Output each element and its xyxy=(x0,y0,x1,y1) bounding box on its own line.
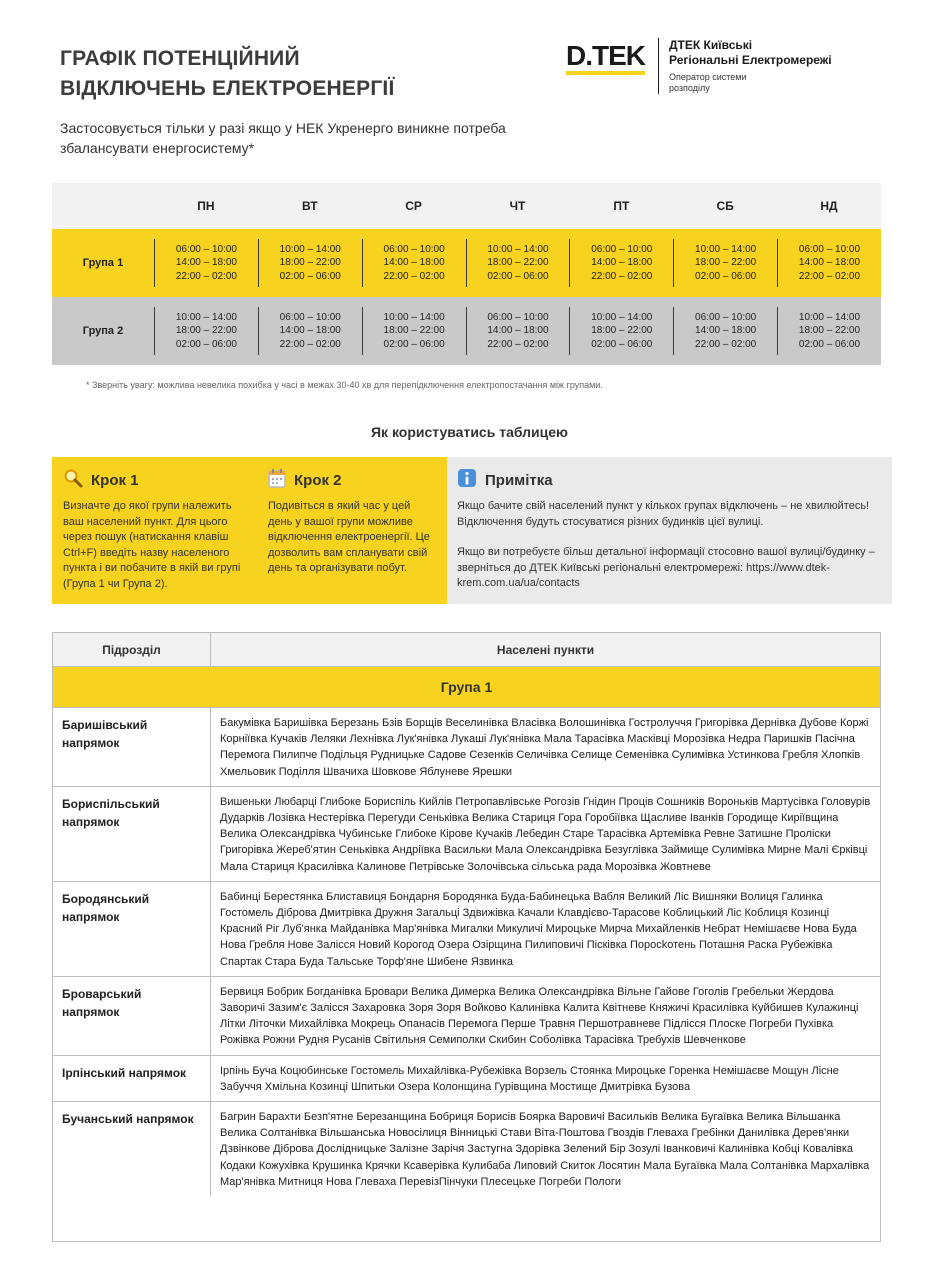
note-paragraph-2: Якщо ви потребуєте більш детальної інформації стосовно вашої вулиці/будинку – зверніться до ДТЕК Київські регіональні електромережі: https://www.dtek-krem.com.ua/ua/contacts xyxy=(457,546,875,589)
division-name: Бородянський напрямок xyxy=(53,882,211,976)
time-cell: 06:00 – 10:00 14:00 – 18:00 22:00 – 02:00 xyxy=(673,307,777,355)
time-cell: 06:00 – 10:00 14:00 – 18:00 22:00 – 02:00 xyxy=(569,239,673,287)
time-cell: 10:00 – 14:00 18:00 – 22:00 02:00 – 06:00 xyxy=(154,307,258,355)
schedule-notice: * Зверніть увагу: можлива невелика похибка у часі в межах 30-40 хв для перепідключення електропостачання між групами. xyxy=(86,380,603,390)
time-cell: 06:00 – 10:00 14:00 – 18:00 22:00 – 02:00 xyxy=(362,239,466,287)
howto-panel xyxy=(52,457,892,604)
day-thu: ЧТ xyxy=(509,199,526,213)
schedule-row-group-1 xyxy=(52,229,881,297)
info-icon xyxy=(457,468,477,493)
step-1-body: Визначте до якої групи належить ваш населений пункт. Для цього через пошук (натискання клавіш Ctrl+F) введіть назву населеного пункта і ви побачите в якій ви групі (Група 1 чи Група 2). xyxy=(63,500,241,590)
logo-line-2: Регіональні Електромережі xyxy=(669,53,832,67)
step-2-body: Подивіться в який час у цей день у вашої групи можливе відключення електроенергії. Це дозволить вам спланувати свій день та організувати побут. xyxy=(268,500,430,574)
day-tue: ВТ xyxy=(301,199,318,213)
places-list: Вишеньки Любарці Глибоке Бориспіль Кийлів Петропавлівське Рогозів Гнідин Проців Сошників Вороньків Мартусівка Головурів Дударків Лозівка Нестерівка Перегуди Сеньківка Велика Стариця Гора Горобіївка Щасливе Іванків Городище Киріївщина Велика Олександрівка Чубинське Глибоке Кірове Кучаків Лебедин Старе Тарасівка Артемівка Ревне Затишне Проліски Григорівка Жереб'ятин Сеньківка Андріївка Васильки Мала Олександрівка Безуглівка Займище Сулимівка Мирне Малі Єрківці Мала Стариця Красилівка Калинове Петрівське Золочівська сільська рада Морозівка Жовтневе xyxy=(220,795,871,873)
page-subtitle: Застосовується тільки у разі якщо у НЕК Укренерго виникне потреба збалансувати енергосистему* xyxy=(60,120,506,156)
time-cell: 10:00 – 14:00 18:00 – 22:00 02:00 – 06:00 xyxy=(569,307,673,355)
day-wed: СР xyxy=(405,199,422,213)
note-title: Примітка xyxy=(485,471,553,489)
time-cell: 10:00 – 14:00 18:00 – 22:00 02:00 – 06:00 xyxy=(777,307,881,355)
time-cell: 10:00 – 14:00 18:00 – 22:00 02:00 – 06:00 xyxy=(258,239,362,287)
time-cell: 06:00 – 10:00 14:00 – 18:00 22:00 – 02:00 xyxy=(258,307,362,355)
division-name: Броварський напрямок xyxy=(53,977,211,1055)
schedule-table xyxy=(52,183,881,365)
places-list: Ірпінь Буча Коцюбинське Гостомель Михайлівка-Рубежівка Ворзель Стоянка Мироцьке Горенка Немішаєве Мощун Лісне Забуччя Хмільна Козинці Шпитьки Озера Колонщина Гурівщина Мостище Дмитрівка Бузова xyxy=(220,1064,839,1093)
day-sun: НД xyxy=(820,199,838,213)
time-cell: 10:00 – 14:00 18:00 – 22:00 02:00 – 06:00 xyxy=(466,239,570,287)
page-title xyxy=(60,44,394,104)
division-name: Ірпінський напрямок xyxy=(53,1056,211,1101)
title-line-1: ГРАФІК ПОТЕНЦІЙНИЙ xyxy=(60,47,300,70)
schedule-corner xyxy=(52,183,154,229)
note-paragraph-1: Якщо бачите свій населений пункт у кількох групах відключень – не хвилюйтесь! Відключення будуть стосуватися різних будинків цієї вулиці. xyxy=(457,500,870,528)
magnifier-icon xyxy=(63,468,83,493)
settlements-header xyxy=(53,633,880,667)
places-list: Бакумівка Баришівка Березань Бзів Борщів Веселинівка Власівка Волошинівка Гостролуччя Григорівка Дернівка Дубове Коржі Корніївка Кучаків Леляки Лехнівка Лук'янівка Лукаші Лук'янівка Мала Тарасівка Масківці Морозівка Недра Паришків Пасічна Перемога Пилипче Подільця Рудницьке Садове Сезенків Селичівка Селище Семенівка Сулимівка Устинкова Гребля Хлопків Хмельовик Поділля Швачиха Шовкове Яблуневе Ярешки xyxy=(220,717,869,778)
logo-line-1: ДТЕК Київські xyxy=(669,38,753,52)
places-list: Бервиця Бобрик Богданівка Бровари Велика Димерка Велика Олександрівка Вільне Гайове Гоголів Гребельки Жердова Заворичі Зазим'є Залісся Захаровка Зоря Зоря Войково Калинівка Калита Квітневе Княжичі Красилівка Куйбишев Кулажинці Літки Літочки Михайлівка Мокрець Опанасів Перемога Перше Травня Першотравневе Підлісся Плоске Погреби Пухівка Рожівка Рожни Рудня Русанів Світильня Семиполки Скибин Соболівка Тарасівка Требухів Шевченкове xyxy=(220,985,859,1047)
table-row xyxy=(53,1055,880,1101)
group-1-band: Група 1 xyxy=(53,667,880,707)
time-cell: 06:00 – 10:00 14:00 – 18:00 22:00 – 02:00 xyxy=(777,239,881,287)
howto-title: Як користуватись таблицею xyxy=(370,424,568,440)
division-name: Бучанський напрямок xyxy=(53,1102,211,1196)
time-cell: 06:00 – 10:00 14:00 – 18:00 22:00 – 02:00 xyxy=(466,307,570,355)
table-row xyxy=(53,786,880,881)
logo-text xyxy=(669,38,832,94)
places-list: Бабинці Берестянка Блиставиця Бондарня Бородянка Буда-Бабинецька Вабля Великий Ліс Вишняки Волиця Галинка Гостомель Діброва Дмитрівка Дружня Загальці Здвижівка Качали Клавдієво-Тарасове Коблицький Ліс Коблиця Козинці Красний Ріг Луб'янка Майданівка Мар'янівка Мигалки Микуличі Мироцьке Мирча Михайленків Небрат Немішаєве Нова Буда Нова Гребля Нове Залісся Новий Корогод Озера Озірщина Пилиповичі Пісківка Поросkотень Поташня Раска Рубежівка Спартак Стара Буда Тальське Торф'яне Шибене Язвинка xyxy=(220,890,857,968)
table-row xyxy=(53,1101,880,1196)
time-cell: 10:00 – 14:00 18:00 – 22:00 02:00 – 06:00 xyxy=(362,307,466,355)
day-sat: СБ xyxy=(716,199,734,213)
division-name: Бориспільський напрямок xyxy=(53,787,211,881)
table-row xyxy=(53,881,880,976)
table-row xyxy=(53,976,880,1055)
group-label: Група 1 xyxy=(82,257,124,269)
step-1-card xyxy=(52,457,257,604)
note-body xyxy=(457,499,880,592)
step-2-title: Крок 2 xyxy=(294,471,342,489)
title-line-2: ВІДКЛЮЧЕНЬ ЕЛЕКТРОЕНЕРГІЇ xyxy=(60,77,395,100)
division-name: Баришівський напрямок xyxy=(53,708,211,786)
col-division-header: Підрозділ xyxy=(53,633,211,666)
day-mon: ПН xyxy=(197,199,215,213)
logo-mark: D.TEK xyxy=(566,38,645,74)
calendar-icon xyxy=(268,468,286,493)
step-1-title: Крок 1 xyxy=(91,471,139,489)
dtek-logo xyxy=(566,38,832,94)
note-card xyxy=(447,457,892,604)
table-row xyxy=(53,707,880,786)
schedule-header-row xyxy=(52,183,881,229)
schedule-row-group-2 xyxy=(52,297,881,365)
logo-line-3: Оператор системи xyxy=(669,72,747,82)
group-label: Група 2 xyxy=(82,325,124,337)
day-fri: ПТ xyxy=(613,199,630,213)
col-places-header: Населені пункти xyxy=(496,642,595,657)
settlements-table xyxy=(52,632,881,1242)
logo-divider xyxy=(658,38,659,94)
logo-line-4: розподілу xyxy=(669,83,710,93)
time-cell: 06:00 – 10:00 14:00 – 18:00 22:00 – 02:00 xyxy=(154,239,258,287)
time-cell: 10:00 – 14:00 18:00 – 22:00 02:00 – 06:00 xyxy=(673,239,777,287)
step-2-card xyxy=(257,457,447,604)
places-list: Багрин Барахти Безп'ятне Березанщина Бобриця Борисів Боярка Варовичі Васильків Велика Бугаївка Велика Вільшанка Велика Солтанівка Вільшанська Новосілиця Вінницькі Стави Віта-Поштова Гвоздів Глеваха Гребінки Данилівка Дерев'янки Дзвінкове Діброва Дослідницьке Залізне Зарічя Застугна Здорівка Зелений Бір Зозулі Іванковичі Калинівка Кобці Ковалівка Кодаки Кожухівка Крушинка Крячки Ксаверівка Кулибаба Липовий Скиток Лосятин Мала Бугаївка Мала Солтанівка Мархалівка Мар'янівка Митниця Нова Глеваха ПеревізПінчуки Плесецьке Погреби Пологи xyxy=(220,1111,870,1188)
